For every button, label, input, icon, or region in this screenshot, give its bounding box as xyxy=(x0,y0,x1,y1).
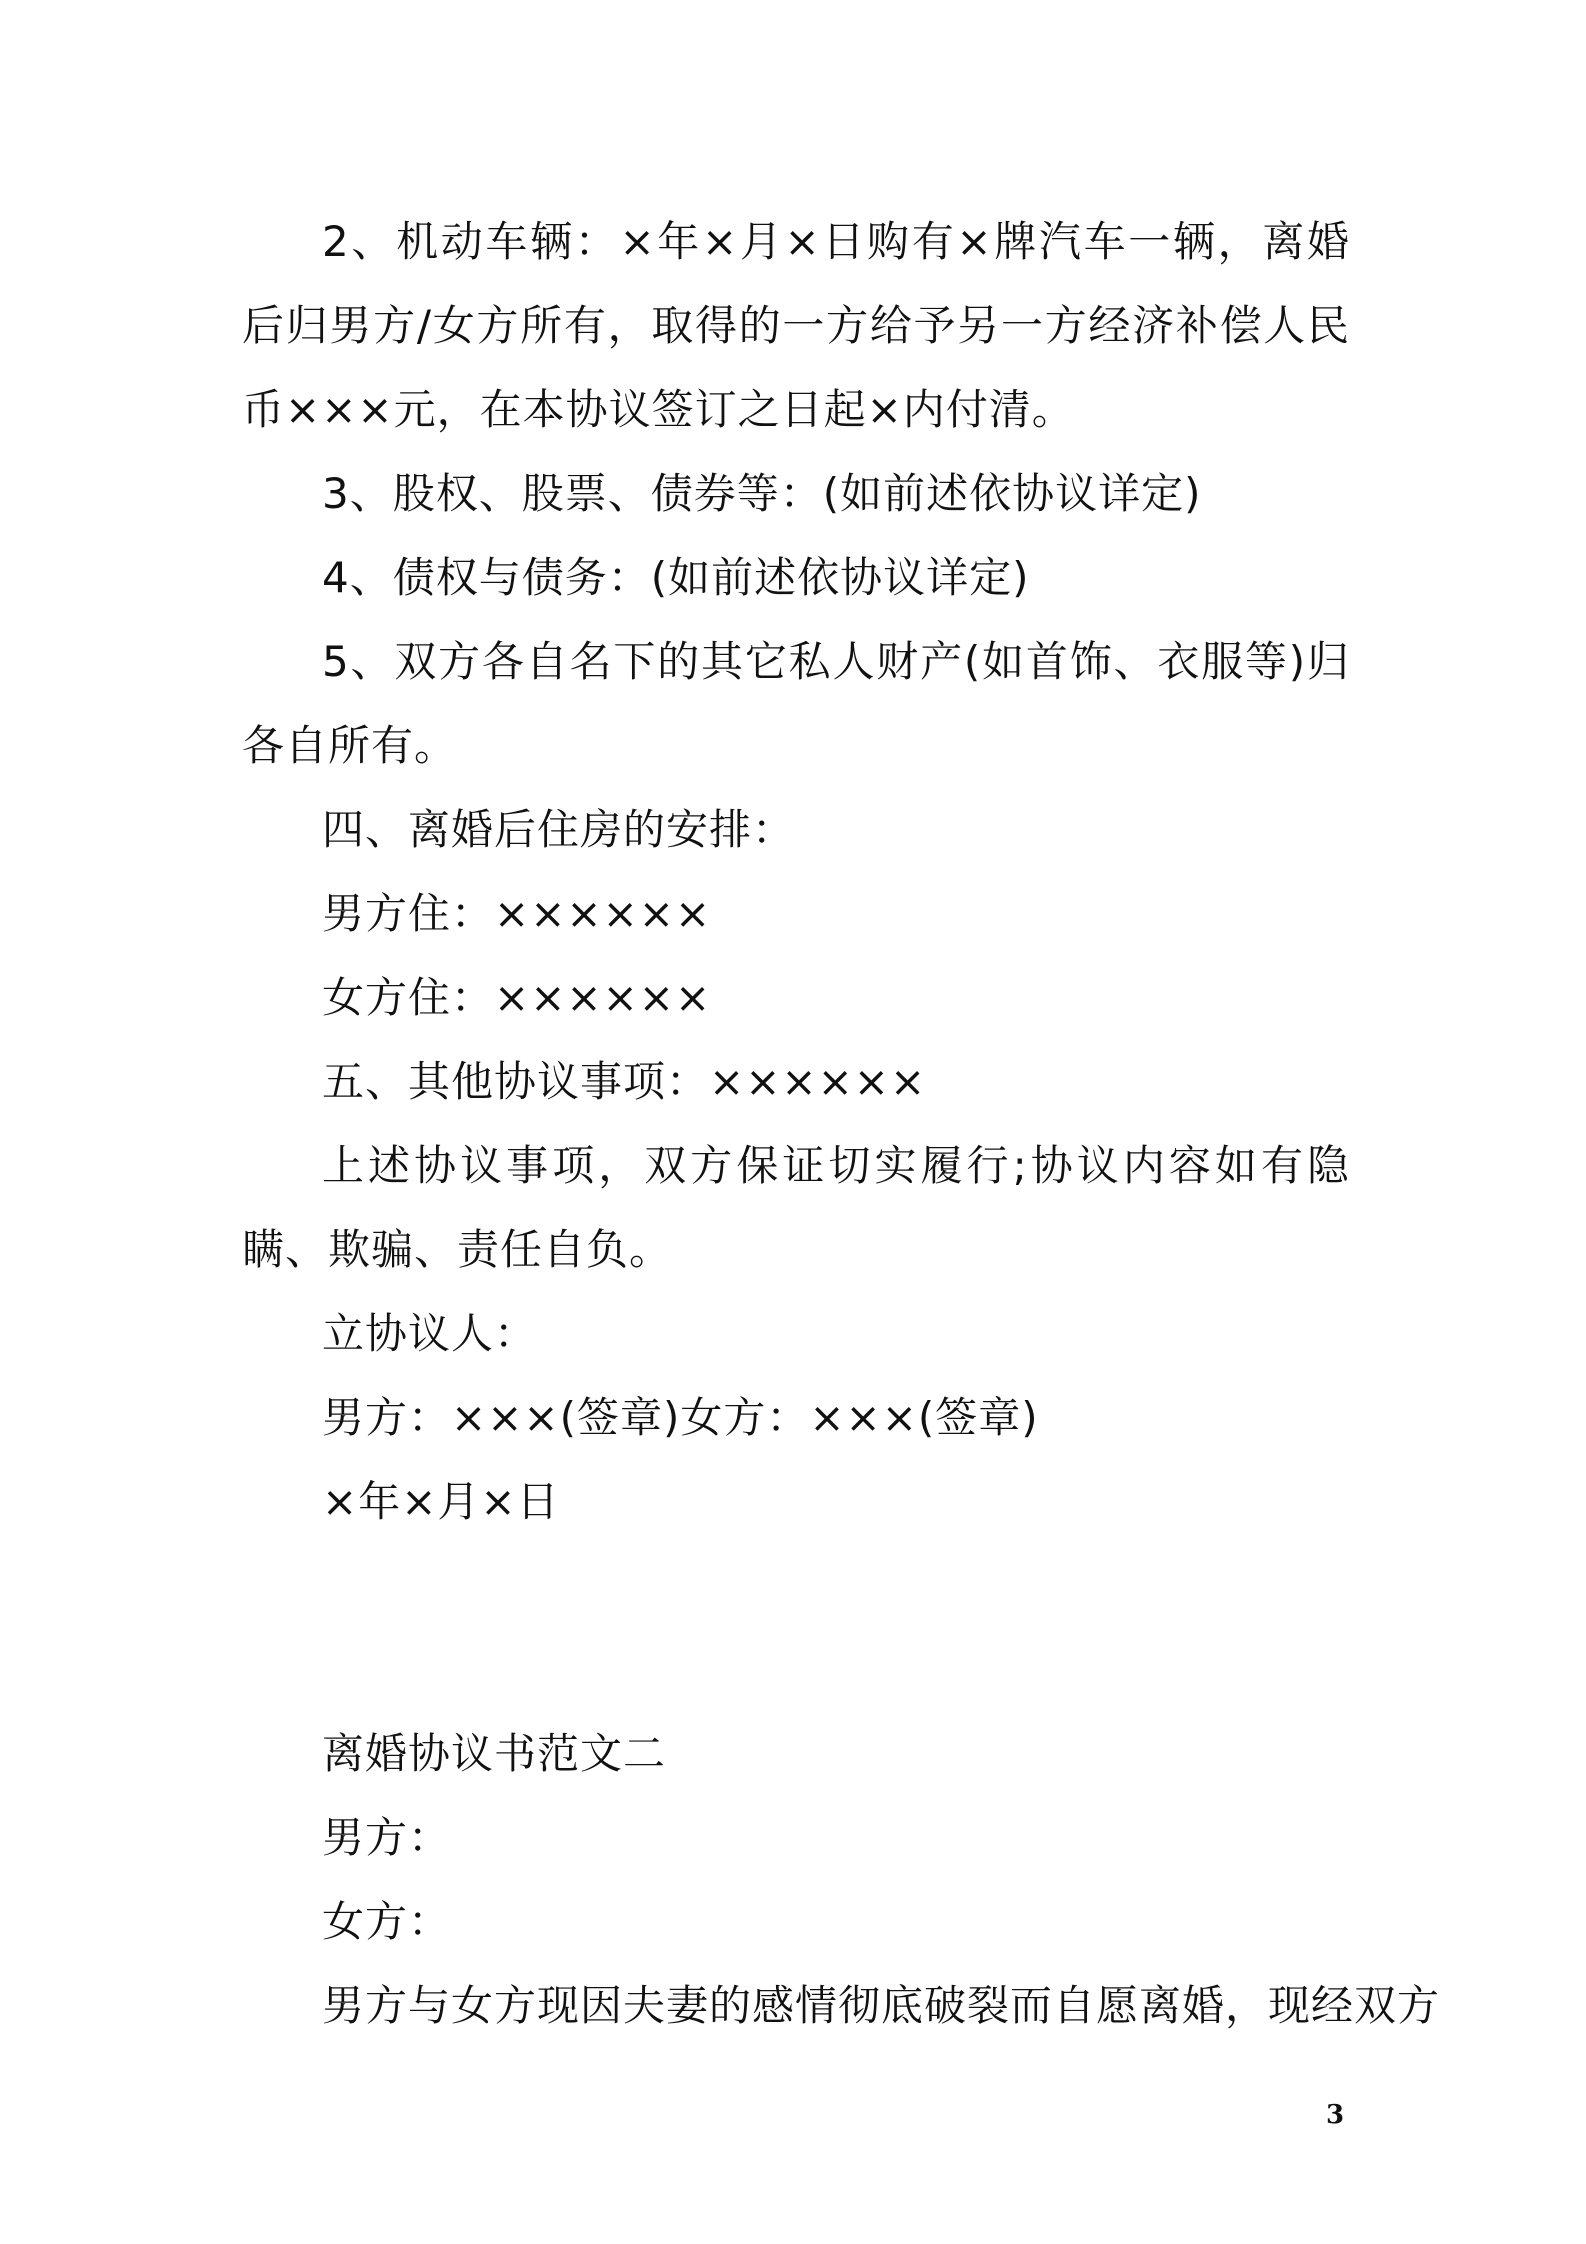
heading-housing: 四、离婚后住房的安排： xyxy=(322,805,796,854)
paragraph-female-residence: 女方住：×××××× xyxy=(322,973,712,1022)
page-number: 3 xyxy=(1326,2100,1345,2130)
heading-other-matters: 五、其他协议事项：×××××× xyxy=(322,1057,927,1106)
paragraph-intro: 男方与女方现因夫妻的感情彻底破裂而自愿离婚，现经双方 xyxy=(322,1981,1441,2030)
paragraph-debts: 4、债权与债务：(如前述依协议详定) xyxy=(322,553,1030,602)
label-female-party: 女方： xyxy=(322,1897,452,1946)
section-title: 离婚协议书范文二 xyxy=(322,1729,667,1778)
paragraph-male-residence: 男方住：×××××× xyxy=(322,889,712,938)
section-spacer xyxy=(242,1544,1350,1712)
date-line: ×年×月×日 xyxy=(322,1477,560,1526)
label-male-party: 男方： xyxy=(322,1813,452,1862)
paragraph-stocks: 3、股权、股票、债券等：(如前述依协议详定) xyxy=(322,469,1202,518)
label-signatories: 立协议人： xyxy=(322,1309,538,1358)
paragraph-commitment: 上述协议事项，双方保证切实履行;协议内容如有隐瞒、欺骗、责任自负。 xyxy=(242,1141,1350,1274)
paragraph-vehicle: 2、机动车辆：×年×月×日购有×牌汽车一辆，离婚后归男方/女方所有，取得的一方给予另一方经济补偿人民币×××元，在本协议签订之日起×内付清。 xyxy=(242,217,1350,434)
signature-line: 男方：×××(签章)女方：×××(签章) xyxy=(322,1393,1039,1442)
paragraph-private-property: 5、双方各自名下的其它私人财产(如首饰、衣服等)归各自所有。 xyxy=(242,637,1350,770)
document-body xyxy=(242,200,1441,2048)
